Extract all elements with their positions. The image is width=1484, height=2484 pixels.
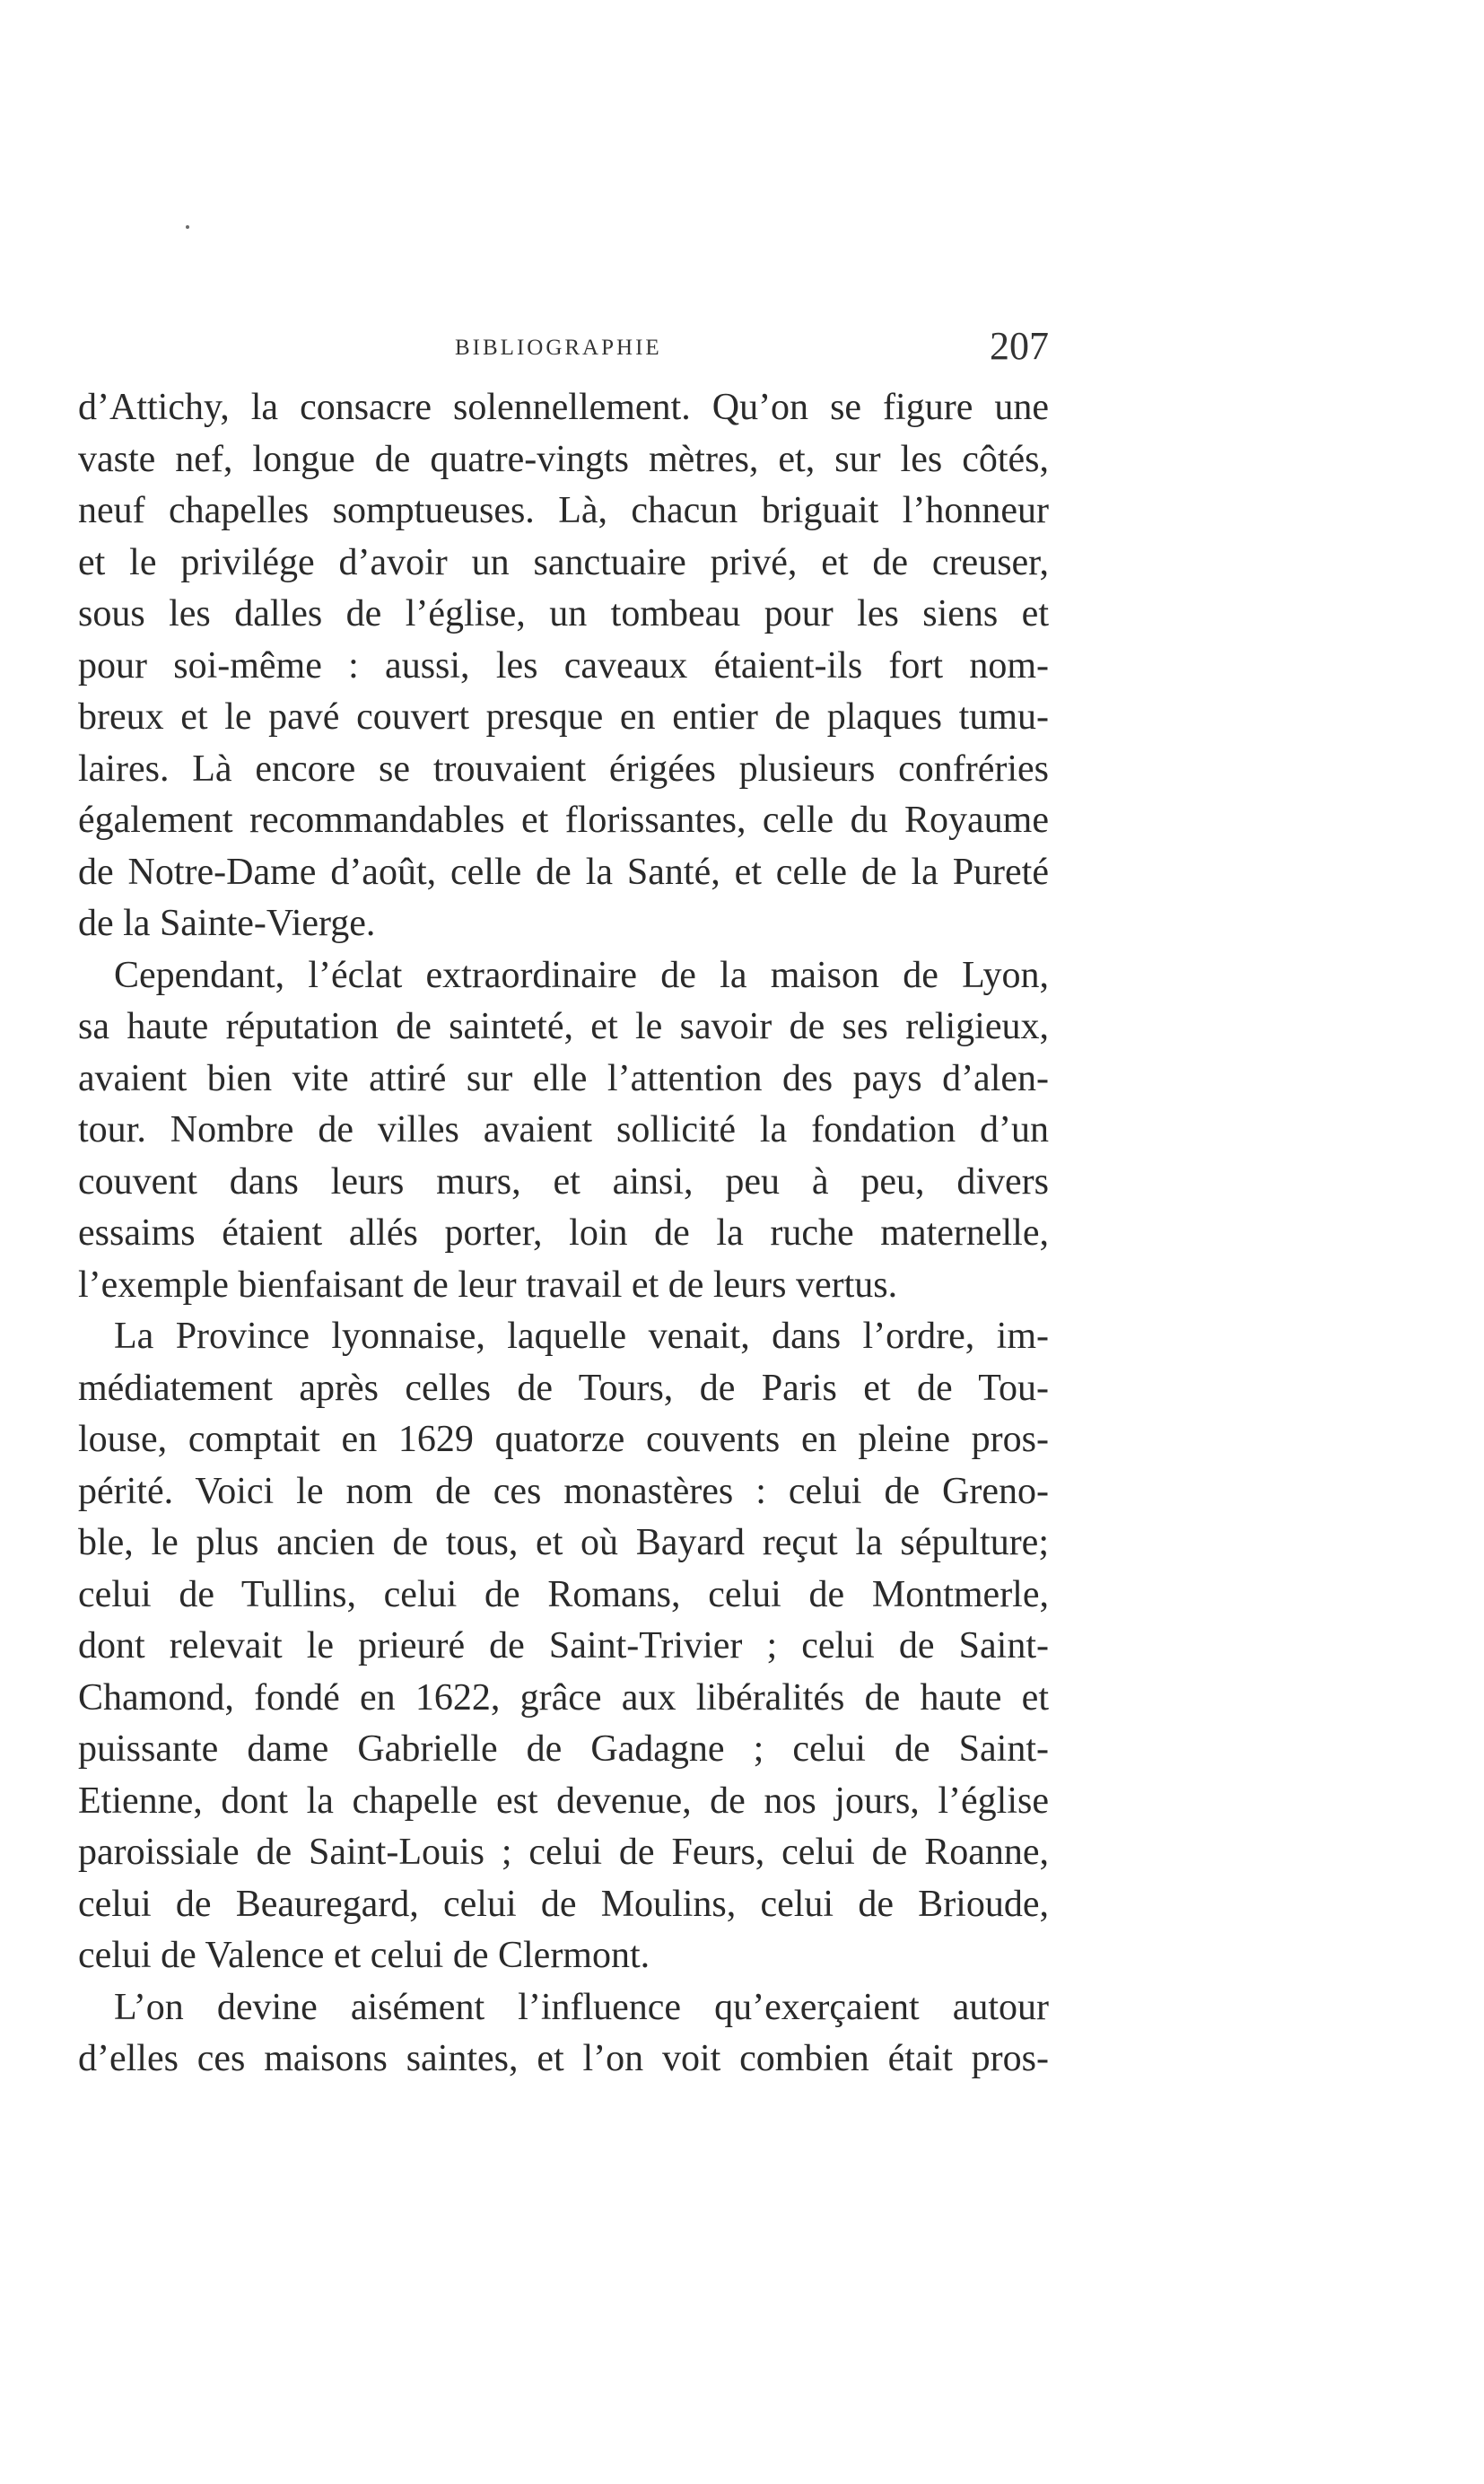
text-line: d’Attichy, la consacre solennellement. Qu’on se figure une	[78, 387, 1049, 428]
text-line: neuf chapelles somptueuses. Là, chacun briguait l’honneur	[78, 490, 1049, 531]
text-line: Etienne, dont la chapelle est devenue, de nos jours, l’église	[78, 1780, 1049, 1822]
text-line: celui de Valence et celui de Clermont.	[78, 1935, 650, 1976]
text-line: de Notre-Dame d’août, celle de la Santé, et celle de la Pureté	[78, 851, 1049, 893]
text-line: l’exemple bienfaisant de leur travail et de leurs vertus.	[78, 1264, 898, 1306]
page-number: 207	[990, 324, 1049, 368]
paragraph-1	[78, 382, 1049, 950]
text-line: ble, le plus ancien de tous, et où Bayard reçut la sépulture;	[78, 1522, 1049, 1563]
text-line: sous les dalles de l’église, un tombeau pour les siens et	[78, 593, 1049, 634]
text-line: louse, comptait en 1629 quatorze couvents en pleine pros-	[78, 1419, 1049, 1460]
text-line: tour. Nombre de villes avaient sollicité la fondation d’un	[78, 1109, 1049, 1150]
book-page	[78, 323, 1049, 2086]
text-line: médiatement après celles de Tours, de Paris et de Tou-	[78, 1367, 1049, 1409]
text-line: Cependant, l’éclat extraordinaire de la maison de Lyon,	[114, 954, 1049, 996]
text-line: Chamond, fondé en 1622, grâce aux libéralités de haute et	[78, 1676, 1049, 1719]
text-line: de la Sainte-Vierge.	[78, 903, 376, 944]
paragraph-2	[78, 950, 1049, 1312]
text-line: et le privilége d’avoir un sanctuaire privé, et de creuser,	[78, 541, 1049, 583]
text-line: dont relevait le prieuré de Saint-Trivier ; celui de Saint-	[78, 1625, 1049, 1666]
text-line: celui de Tullins, celui de Romans, celui de Montmerle,	[78, 1573, 1049, 1615]
paragraph-4	[78, 1982, 1049, 2086]
text-line: breux et le pavé couvert presque en entier de plaques tumu-	[78, 696, 1049, 738]
text-line: essaims étaient allés porter, loin de la ruche maternelle,	[78, 1212, 1049, 1254]
text-line: avaient bien vite attiré sur elle l’attention des pays d’alen-	[78, 1057, 1049, 1099]
text-line: celui de Beauregard, celui de Moulins, celui de Brioude,	[78, 1883, 1049, 1925]
text-line: vaste nef, longue de quatre-vingts mètres, et, sur les côtés,	[78, 438, 1049, 480]
text-line: pour soi-même : aussi, les caveaux étaient-ils fort nom-	[78, 644, 1049, 687]
running-title: BIBLIOGRAPHIE	[455, 336, 662, 360]
body-text	[78, 382, 1049, 2086]
paragraph-3	[78, 1311, 1049, 1982]
text-line: couvent dans leurs murs, et ainsi, peu à peu, divers	[78, 1160, 1049, 1203]
text-line: d’elles ces maisons saintes, et l’on voit combien était pros-	[78, 2038, 1049, 2079]
text-line: également recommandables et florissantes, celle du Royaume	[78, 800, 1049, 841]
ink-speck	[186, 225, 189, 229]
text-line: laires. Là encore se trouvaient érigées plusieurs confréries	[78, 748, 1049, 790]
text-line: L’on devine aisément l’influence qu’exerçaient autour	[114, 1986, 1049, 2028]
text-line: paroissiale de Saint-Louis ; celui de Feurs, celui de Roanne,	[78, 1832, 1049, 1873]
text-line: sa haute réputation de sainteté, et le savoir de ses religieux,	[78, 1006, 1049, 1047]
text-line: périté. Voici le nom de ces monastères : celui de Greno-	[78, 1470, 1049, 1512]
running-head	[78, 323, 1049, 382]
text-line: puissante dame Gabrielle de Gadagne ; celui de Saint-	[78, 1728, 1049, 1770]
text-line: La Province lyonnaise, laquelle venait, dans l’ordre, im-	[114, 1316, 1049, 1357]
